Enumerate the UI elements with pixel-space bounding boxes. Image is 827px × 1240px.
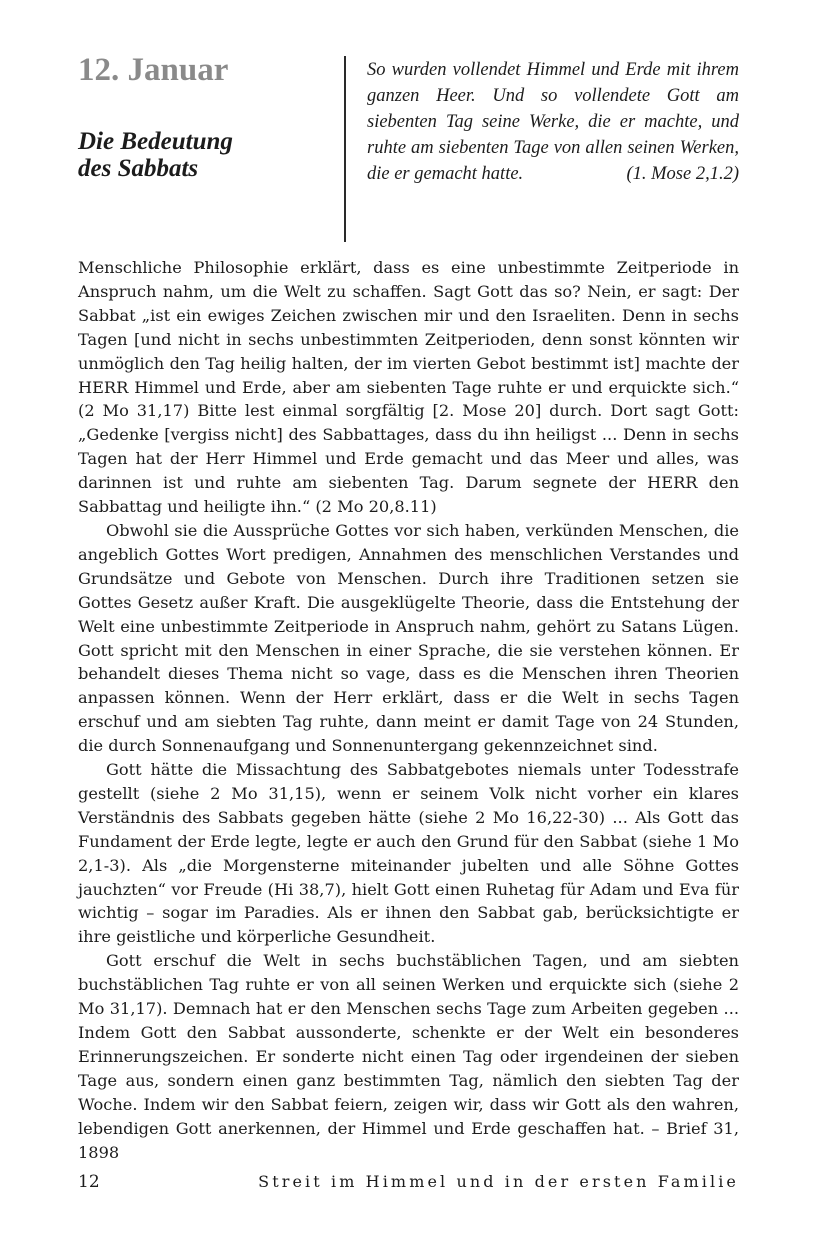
body-paragraph-2: Obwohl sie die Aussprüche Gottes vor sich haben, verkünden Menschen, die angeblich Gottes Wort predigen, Annahmen des menschlichen Verstandes und Grundsätze und Gebote von Menschen. Durch ihre Traditionen setzen sie Gottes Gesetz außer Kraft. Die ausgeklügelte Theorie, dass die Entstehung der Welt eine unbestimmte Zeitperiode in Anspruch nahm, gehört zu Satans Lügen. Gott spricht mit den Menschen in einer Sprache, die sie verstehen können. Er behandelt dieses Thema nicht so vage, dass es die Menschen ihren Theorien anpassen können. Wenn der Herr erklärt, dass er die Welt in sechs Tagen erschuf und am siebten Tag ruhte, dann meint er damit Tage von 24 Stunden, die durch Sonnenaufgang und Sonnenuntergang gekennzeichnet sind. <box>78 520 739 756</box>
body-paragraph-3: Gott hätte die Missachtung des Sabbatgebotes niemals unter Todesstrafe gestellt (siehe 2 Mo 31,15), wenn er seinem Volk nicht vorher ein klares Verständnis des Sabbats gegeben hätte (siehe 2 Mo 16,22-30) ... Als Gott das Fundament der Erde legte, legte er auch den Grund für den Sabbat (siehe 1 Mo 2,1-3). Als „die Morgensterne miteinander jubelten und alle Söhne Gottes jauchzten“ vor Freude (Hi 38,7), hielt Gott einen Ruhetag für Adam und Eva für wichtig – sogar im Paradies. Als er ihnen den Sabbat gab, berücksichtigte er ihre geistliche und körperliche Gesundheit. <box>78 760 739 947</box>
devotional-title <box>78 128 233 182</box>
body-paragraph-4: Gott erschuf die Welt in sechs buchstäblichen Tagen, und am siebten buchstäblichen Tag ruhte er von all seinen Werken und erquickte sich (siehe 2 Mo 31,17). Demnach hat er den Menschen sechs Tage zum Arbeiten gegeben ... Indem Gott den Sabbat aussonderte, schenkte er der Welt ein besonderes Erinnerungszeichen. Er sonderte nicht einen Tag oder irgendeinen der sieben Tage aus, sondern einen ganz bestimmten Tag, nämlich den siebten Tag der Woche. Indem wir den Sabbat feiern, zeigen wir, dass wir Gott als den wahren, lebendigen Gott anerkennen, der Himmel und Erde geschaffen hat. – Brief 31, 1898 <box>78 951 739 1162</box>
body-paragraph-1: Menschliche Philosophie erklärt, dass es eine unbestimmte Zeitperiode in Anspruch nahm, um die Welt zu schaffen. Sagt Gott das so? Nein, er sagt: Der Sabbat „ist ein ewiges Zeichen zwischen mir und den Israeliten. Denn in sechs Tagen [und nicht in sechs unbestimmten Zeitperioden, denn sonst könnten wir unmöglich den Tag heilig halten, der im vierten Gebot bestimmt ist] machte der HERR Himmel und Erde, aber am siebenten Tage ruhte er und erquickte sich.“ (2 Mo 31,17) Bitte lest einmal sorgfältig [2. Mose 20] durch. Dort sagt Gott: „Gedenke [vergiss nicht] des Sabbattages, dass du ihn heiligst ... Denn in sechs Tagen hat der Herr Himmel und Erde gemacht und das Meer und alles, was darinnen ist und ruhte am siebenten Tag. Darum segnete der HERR den Sabbattag und heiligte ihn.“ (2 Mo 20,8.11) <box>78 258 739 517</box>
bible-verse-text: So wurden vollendet Himmel und Erde mit ihrem ganzen Heer. Und so vollendete Gott am siebenten Tag seine Werke, die er machte, und ruhte am siebenten Tage von allen seinen Werken, die er gemacht hatte. <box>367 60 739 184</box>
running-footer-title: Streit im Himmel und in der ersten Familie <box>258 1172 739 1191</box>
page-date-heading: 12. Januar <box>78 52 229 88</box>
vertical-divider <box>344 56 346 242</box>
page-number: 12 <box>78 1172 100 1192</box>
body-text <box>78 256 739 1164</box>
devotional-title-line-1: Die Bedeutung <box>78 128 233 155</box>
bible-verse-reference: (1. Mose 2,1.2) <box>626 164 739 184</box>
devotional-title-line-2: des Sabbats <box>78 155 199 182</box>
bible-verse <box>367 57 739 187</box>
